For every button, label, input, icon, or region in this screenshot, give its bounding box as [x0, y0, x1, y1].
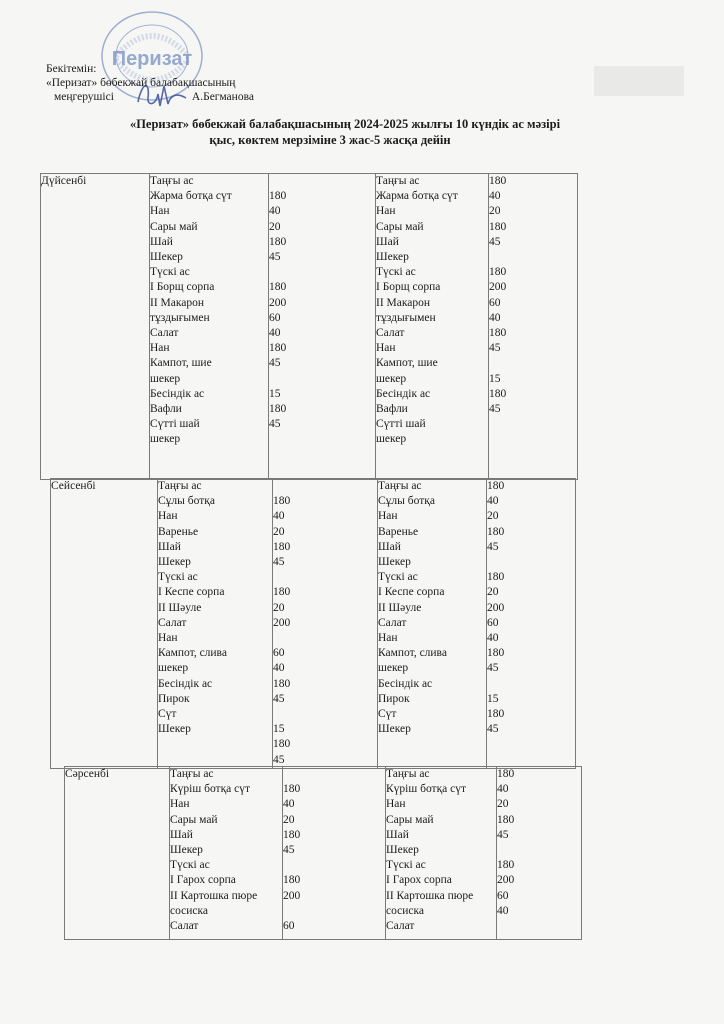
meal-item: Варенье: [378, 525, 419, 538]
svg-text:Перизат: Перизат: [111, 48, 193, 70]
gram-value: 180: [489, 327, 507, 340]
gram-value: [283, 767, 385, 782]
meal-item: Салат: [378, 616, 407, 629]
gram-value: 180: [273, 495, 291, 508]
gram-value: 200: [489, 281, 507, 294]
meal-item: II Макарон: [376, 296, 431, 309]
meal-list: [378, 479, 486, 737]
gram-value: 40: [489, 190, 501, 203]
meal-item: тұздығымен: [150, 311, 210, 324]
gram-value: 180: [269, 281, 287, 294]
meal-item: Нан: [376, 205, 396, 218]
grams-list: [283, 767, 385, 934]
gram-value: 180: [283, 783, 301, 796]
meal-item: Шекер: [386, 844, 419, 857]
meal-item: сосиска: [386, 904, 425, 917]
grams-list: [273, 479, 377, 768]
menu-table-wednesday: [64, 766, 582, 940]
meal-list: [376, 174, 488, 448]
grams-list: [497, 767, 581, 919]
meal-item: шекер: [150, 433, 181, 446]
gram-value: 40: [269, 327, 281, 340]
gram-value: 180: [273, 738, 291, 751]
gram-value: [269, 372, 375, 387]
meal-item: Салат: [386, 920, 415, 933]
gram-value: 200: [273, 616, 291, 629]
meal-item: Бесіндік ас: [150, 387, 205, 400]
gram-value: 180: [273, 677, 291, 690]
gram-value: 40: [489, 311, 501, 324]
meal-item: Кампот, слива: [158, 647, 227, 660]
meal-item: Сары май: [150, 220, 198, 233]
meal-item: Варенье: [158, 525, 199, 538]
day-row: [65, 767, 582, 940]
gram-value: [489, 432, 577, 447]
gram-value: 180: [487, 708, 505, 721]
meal-item: I Борщ сорпа: [376, 281, 441, 294]
meal-list: [386, 767, 496, 934]
meal-item: Түскі ас: [376, 266, 416, 279]
gram-value: 45: [489, 403, 501, 416]
gram-value: 60: [487, 616, 499, 629]
meal-item: Нан: [158, 632, 178, 645]
gram-value: [497, 843, 581, 858]
gram-value: [489, 417, 577, 432]
gram-value: 60: [283, 920, 295, 933]
meal-item: II Макарон: [150, 296, 205, 309]
gram-value: 200: [283, 889, 301, 902]
gram-value: 180: [497, 813, 515, 826]
grams-list: [487, 479, 575, 737]
gram-value: 180: [489, 387, 507, 400]
gram-value: [487, 555, 575, 570]
meal-item: II Шәуле: [378, 601, 422, 614]
meal-item: Кампот, слива: [378, 647, 447, 660]
menu-table-monday: [40, 173, 578, 480]
meal-item: Шай: [386, 828, 409, 841]
meal-item: Вафли: [150, 403, 182, 416]
gram-value: [269, 174, 375, 189]
meal-item: I Гарох сорпа: [386, 874, 452, 887]
approval-line-kindergarten: «Перизат» бөбекжай балабақшасының: [46, 77, 236, 89]
gram-value: 40: [269, 205, 281, 218]
meal-list: [158, 479, 272, 737]
meal-item: I Борщ сорпа: [150, 281, 215, 294]
gram-value: 15: [273, 723, 285, 736]
gram-value: 45: [489, 235, 501, 248]
meal-list: [170, 767, 282, 934]
grams-list: [489, 174, 577, 448]
meal-item: I Кеспе сорпа: [158, 586, 225, 599]
gram-value: [273, 631, 377, 646]
menu-table-tuesday: [50, 478, 576, 769]
meal-item: Сұлы ботқа: [158, 495, 215, 508]
gram-value: 60: [497, 889, 509, 902]
meal-item: Нан: [158, 510, 178, 523]
meal-item: Сүтті шай: [376, 418, 426, 431]
meal-item: шекер: [158, 662, 189, 675]
gram-value: 180: [487, 647, 505, 660]
meal-item: сосиска: [170, 904, 209, 917]
gram-value: 200: [487, 601, 505, 614]
gram-value: 45: [497, 828, 509, 841]
meal-item: Түскі ас: [170, 859, 210, 872]
meal-item: Нан: [378, 632, 398, 645]
gram-value: 180: [283, 874, 301, 887]
gram-value: [273, 707, 377, 722]
meal-item: Шай: [170, 828, 193, 841]
approval-line-head: меңгерушісі: [54, 91, 114, 103]
meal-item: I Гарох сорпа: [170, 874, 236, 887]
meal-item: Бесіндік ас: [378, 677, 433, 690]
gram-value: 180: [273, 540, 291, 553]
gram-value: 20: [497, 798, 509, 811]
gram-value: 180: [487, 525, 505, 538]
meal-item: Бесіндік ас: [376, 387, 431, 400]
meal-item: Түскі ас: [158, 571, 198, 584]
meal-item: Пирок: [378, 692, 410, 705]
gram-value: 45: [487, 540, 499, 553]
title-line-2: қыс, көктем мерзіміне 3 жас-5 жасқа дейін: [209, 133, 451, 147]
gram-value: 20: [273, 525, 285, 538]
meal-item: II Картошка пюре: [170, 889, 258, 902]
gram-value: 20: [273, 601, 285, 614]
meal-item: Шекер: [150, 251, 183, 264]
gram-value: 60: [489, 296, 501, 309]
meal-item: Жарма ботқа сүт: [376, 190, 458, 203]
meal-item: II Картошка пюре: [386, 889, 474, 902]
gram-value: [487, 677, 575, 692]
meal-item: Пирок: [158, 692, 190, 705]
day-name: Сәрсенбі: [65, 768, 110, 780]
gram-value: 40: [283, 798, 295, 811]
meal-item: Шекер: [376, 251, 409, 264]
gram-value: 180: [269, 190, 287, 203]
gram-value: 15: [487, 692, 499, 705]
gram-value: 40: [273, 510, 285, 523]
meal-item: Нан: [170, 798, 190, 811]
gram-value: 45: [273, 556, 285, 569]
gram-value: 45: [269, 251, 281, 264]
gram-value: [283, 904, 385, 919]
meal-item: Түскі ас: [378, 571, 418, 584]
gram-value: 45: [273, 692, 285, 705]
gram-value: 180: [269, 342, 287, 355]
gram-value: 15: [269, 387, 281, 400]
gram-value: 20: [487, 586, 499, 599]
day-row: [41, 174, 578, 480]
meal-item: II Шәуле: [158, 601, 202, 614]
meal-item: Таңғы ас: [386, 768, 430, 780]
gram-value: [283, 858, 385, 873]
title-line-1: «Перизат» бөбекжай балабақшасының 2024-2025 жылғы 10 күндік ас мәзірі: [129, 117, 561, 131]
gram-value: [273, 479, 377, 494]
gram-value: 180: [269, 235, 287, 248]
meal-item: Сүт: [158, 708, 177, 721]
meal-item: Сары май: [376, 220, 424, 233]
meal-item: Сары май: [170, 813, 218, 826]
director-name: А.Бегманова: [191, 91, 254, 103]
approval-line-approve: Бекітемін:: [46, 63, 97, 75]
gram-value: 45: [273, 753, 285, 766]
day-name: Дүйсенбі: [41, 175, 87, 187]
meal-item: Шекер: [170, 844, 203, 857]
gram-value: 180: [489, 266, 507, 279]
gram-value: 200: [497, 874, 515, 887]
meal-item: шекер: [376, 433, 407, 446]
gram-value: [269, 265, 375, 280]
grams-list: [269, 174, 375, 448]
gram-value: 60: [273, 647, 285, 660]
gram-value: 20: [489, 205, 501, 218]
gram-value: 40: [497, 783, 509, 796]
gram-value: 180: [497, 859, 515, 872]
gram-value: 20: [283, 813, 295, 826]
meal-item: Шай: [158, 540, 181, 553]
meal-item: шекер: [378, 662, 409, 675]
meal-item: Салат: [158, 616, 187, 629]
document-title: [30, 116, 660, 148]
day-name: Сейсенбі: [51, 480, 96, 492]
meal-item: Салат: [150, 327, 179, 340]
meal-item: Шекер: [378, 723, 411, 736]
gram-value: 40: [273, 662, 285, 675]
meal-item: Нан: [386, 798, 406, 811]
meal-item: тұздығымен: [376, 311, 436, 324]
gram-value: 180: [273, 586, 291, 599]
meal-item: Кампот, шие: [150, 357, 212, 370]
gram-value: 180: [489, 175, 507, 187]
gram-value: [269, 432, 375, 447]
approval-block: [46, 62, 254, 104]
gram-value: 180: [497, 768, 515, 780]
gram-value: 180: [487, 480, 505, 492]
gram-value: 40: [487, 495, 499, 508]
gram-value: 45: [269, 418, 281, 431]
meal-item: Салат: [376, 327, 405, 340]
meal-item: Таңғы ас: [170, 768, 214, 780]
meal-item: Таңғы ас: [158, 480, 202, 492]
gram-value: 180: [269, 403, 287, 416]
meal-item: шекер: [376, 372, 407, 385]
meal-item: шекер: [150, 372, 181, 385]
scan-smudge: [594, 66, 684, 96]
meal-item: Шекер: [158, 723, 191, 736]
gram-value: 200: [269, 296, 287, 309]
gram-value: 180: [283, 828, 301, 841]
meal-item: Шай: [150, 235, 173, 248]
gram-value: [489, 356, 577, 371]
meal-item: Сүтті шай: [150, 418, 200, 431]
gram-value: 180: [489, 220, 507, 233]
meal-item: Күріш ботқа сүт: [386, 783, 467, 796]
gram-value: 45: [487, 662, 499, 675]
meal-item: Күріш ботқа сүт: [170, 783, 251, 796]
meal-item: Бесіндік ас: [158, 677, 213, 690]
gram-value: 45: [269, 357, 281, 370]
meal-item: Салат: [170, 920, 199, 933]
meal-list: [150, 174, 268, 448]
meal-item: Шай: [378, 540, 401, 553]
gram-value: [489, 250, 577, 265]
gram-value: 180: [487, 571, 505, 584]
meal-item: Таңғы ас: [378, 480, 422, 492]
meal-item: Кампот, шие: [376, 357, 438, 370]
gram-value: 20: [487, 510, 499, 523]
meal-item: Сары май: [386, 813, 434, 826]
meal-item: Шекер: [378, 556, 411, 569]
gram-value: 45: [489, 342, 501, 355]
meal-item: Вафли: [376, 403, 408, 416]
meal-item: Таңғы ас: [150, 175, 194, 187]
meal-item: Нан: [150, 342, 170, 355]
gram-value: 15: [489, 372, 501, 385]
meal-item: Жарма ботқа сүт: [150, 190, 232, 203]
gram-value: 20: [269, 220, 281, 233]
gram-value: 60: [269, 311, 281, 324]
meal-item: Түскі ас: [150, 266, 190, 279]
meal-item: Нан: [376, 342, 396, 355]
gram-value: 45: [283, 844, 295, 857]
meal-item: Таңғы ас: [376, 175, 420, 187]
meal-item: Шай: [376, 235, 399, 248]
meal-item: I Кеспе сорпа: [378, 586, 445, 599]
meal-item: Сұлы ботқа: [378, 495, 435, 508]
gram-value: 45: [487, 723, 499, 736]
meal-item: Шекер: [158, 556, 191, 569]
meal-item: Нан: [150, 205, 170, 218]
gram-value: 40: [487, 632, 499, 645]
gram-value: 40: [497, 904, 509, 917]
gram-value: [273, 570, 377, 585]
meal-item: Түскі ас: [386, 859, 426, 872]
day-row: [51, 479, 576, 769]
meal-item: Нан: [378, 510, 398, 523]
meal-item: Сүт: [378, 708, 397, 721]
